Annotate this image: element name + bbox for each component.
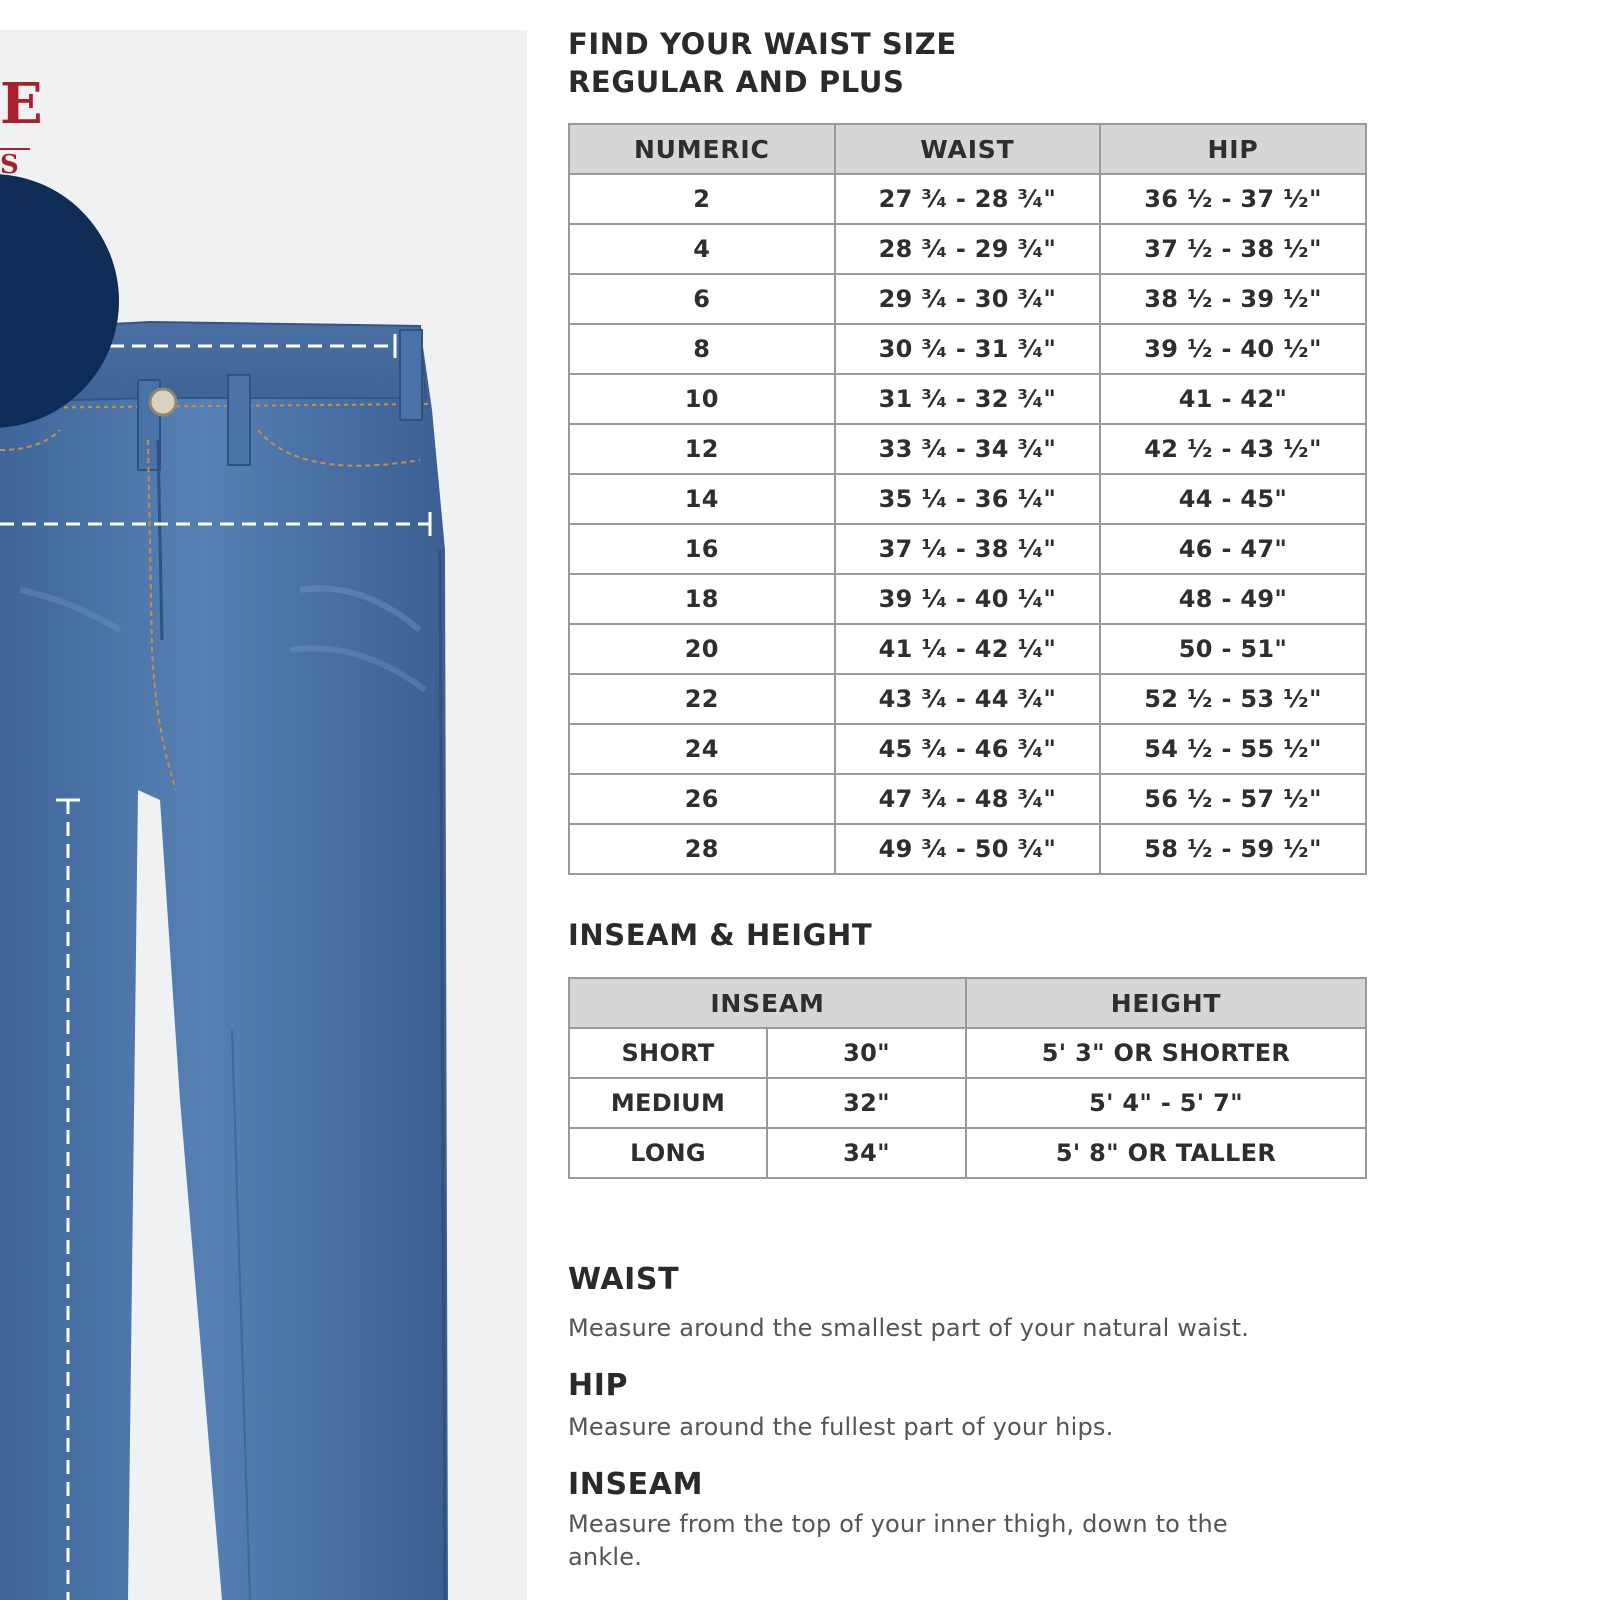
- table-row: [569, 674, 1366, 724]
- col-hip: HIP: [1100, 124, 1366, 174]
- hip-cell: 42 ¹⁄₂ - 43 ¹⁄₂": [1100, 424, 1366, 474]
- height-cell: 5' 4" - 5' 7": [966, 1078, 1366, 1128]
- hip-cell: 41 - 42": [1100, 374, 1366, 424]
- table-row: [569, 174, 1366, 224]
- numeric-cell: 28: [569, 824, 835, 874]
- hip-cell: 50 - 51": [1100, 624, 1366, 674]
- table-row: [569, 1128, 1366, 1178]
- numeric-cell: 20: [569, 624, 835, 674]
- hip-cell: 38 ¹⁄₂ - 39 ¹⁄₂": [1100, 274, 1366, 324]
- numeric-cell: 4: [569, 224, 835, 274]
- waist-cell: 27 ³⁄₄ - 28 ³⁄₄": [835, 174, 1101, 224]
- numeric-cell: 18: [569, 574, 835, 624]
- waist-measure-desc: Measure around the smallest part of your natural waist.: [568, 1314, 1250, 1342]
- jeans-illustration: [0, 30, 527, 1600]
- hip-measure-title: HIP: [568, 1368, 629, 1403]
- button-icon: [150, 389, 176, 415]
- waist-cell: 39 ¹⁄₄ - 40 ¹⁄₄": [835, 574, 1101, 624]
- hip-cell: 54 ¹⁄₂ - 55 ¹⁄₂": [1100, 724, 1366, 774]
- hip-cell: 39 ¹⁄₂ - 40 ¹⁄₂": [1100, 324, 1366, 374]
- inseam-cell: 30": [767, 1028, 966, 1078]
- waist-measure-title: WAIST: [568, 1262, 680, 1297]
- col-inseam: INSEAM: [569, 978, 966, 1028]
- hip-cell: 44 - 45": [1100, 474, 1366, 524]
- numeric-cell: 24: [569, 724, 835, 774]
- waist-cell: 37 ¹⁄₄ - 38 ¹⁄₄": [835, 524, 1101, 574]
- inseam-height-table: [568, 977, 1367, 1179]
- inseam-table-header: [569, 978, 1366, 1028]
- table-row: [569, 724, 1366, 774]
- table-row: [569, 374, 1366, 424]
- hip-cell: 58 ¹⁄₂ - 59 ¹⁄₂": [1100, 824, 1366, 874]
- hip-cell: 48 - 49": [1100, 574, 1366, 624]
- waist-cell: 30 ³⁄₄ - 31 ³⁄₄": [835, 324, 1101, 374]
- table-row: [569, 224, 1366, 274]
- waist-cell: 49 ³⁄₄ - 50 ³⁄₄": [835, 824, 1101, 874]
- waist-cell: 29 ³⁄₄ - 30 ³⁄₄": [835, 274, 1101, 324]
- waist-table-header: [569, 124, 1366, 174]
- col-waist: WAIST: [835, 124, 1101, 174]
- waist-heading-line2: REGULAR AND PLUS: [568, 65, 905, 99]
- length-cell: LONG: [569, 1128, 767, 1178]
- numeric-cell: 14: [569, 474, 835, 524]
- numeric-cell: 16: [569, 524, 835, 574]
- brand-letter: E: [0, 71, 43, 137]
- col-height: HEIGHT: [966, 978, 1366, 1028]
- waist-cell: 45 ³⁄₄ - 46 ³⁄₄": [835, 724, 1101, 774]
- waist-cell: 28 ³⁄₄ - 29 ³⁄₄": [835, 224, 1101, 274]
- hip-cell: 52 ¹⁄₂ - 53 ¹⁄₂": [1100, 674, 1366, 724]
- hip-cell: 37 ¹⁄₂ - 38 ¹⁄₂": [1100, 224, 1366, 274]
- numeric-cell: 26: [569, 774, 835, 824]
- hip-measure-desc: Measure around the fullest part of your hips.: [568, 1413, 1114, 1441]
- waist-cell: 41 ¹⁄₄ - 42 ¹⁄₄": [835, 624, 1101, 674]
- hip-cell: 56 ¹⁄₂ - 57 ¹⁄₂": [1100, 774, 1366, 824]
- table-row: [569, 1078, 1366, 1128]
- waist-cell: 43 ³⁄₄ - 44 ³⁄₄": [835, 674, 1101, 724]
- table-row: [569, 1028, 1366, 1078]
- numeric-cell: 6: [569, 274, 835, 324]
- table-row: [569, 424, 1366, 474]
- table-row: [569, 574, 1366, 624]
- waist-cell: 47 ³⁄₄ - 48 ³⁄₄": [835, 774, 1101, 824]
- size-guide: [568, 0, 1600, 1600]
- jeans-illustration-panel: [0, 30, 527, 1600]
- length-cell: MEDIUM: [569, 1078, 767, 1128]
- waist-size-table: [568, 123, 1367, 875]
- table-row: [569, 824, 1366, 874]
- numeric-cell: 10: [569, 374, 835, 424]
- table-row: [569, 274, 1366, 324]
- numeric-cell: 22: [569, 674, 835, 724]
- height-cell: 5' 8" OR TALLER: [966, 1128, 1366, 1178]
- inseam-measure-title: INSEAM: [568, 1467, 704, 1502]
- table-row: [569, 324, 1366, 374]
- waist-cell: 31 ³⁄₄ - 32 ³⁄₄": [835, 374, 1101, 424]
- numeric-cell: 2: [569, 174, 835, 224]
- brand-small-text: S: [0, 150, 19, 180]
- col-numeric: NUMERIC: [569, 124, 835, 174]
- table-row: [569, 624, 1366, 674]
- inseam-cell: 32": [767, 1078, 966, 1128]
- length-cell: SHORT: [569, 1028, 767, 1078]
- waist-cell: 33 ³⁄₄ - 34 ³⁄₄": [835, 424, 1101, 474]
- height-cell: 5' 3" OR SHORTER: [966, 1028, 1366, 1078]
- hip-cell: 36 ¹⁄₂ - 37 ¹⁄₂": [1100, 174, 1366, 224]
- waist-cell: 35 ¹⁄₄ - 36 ¹⁄₄": [835, 474, 1101, 524]
- numeric-cell: 12: [569, 424, 835, 474]
- table-row: [569, 774, 1366, 824]
- waist-heading-line1: FIND YOUR WAIST SIZE: [568, 27, 957, 61]
- inseam-heading: INSEAM & HEIGHT: [568, 918, 873, 952]
- table-row: [569, 474, 1366, 524]
- hip-cell: 46 - 47": [1100, 524, 1366, 574]
- inseam-cell: 34": [767, 1128, 966, 1178]
- numeric-cell: 8: [569, 324, 835, 374]
- inseam-measure-desc: Measure from the top of your inner thigh, down to the ankle.: [568, 1510, 1228, 1571]
- table-row: [569, 524, 1366, 574]
